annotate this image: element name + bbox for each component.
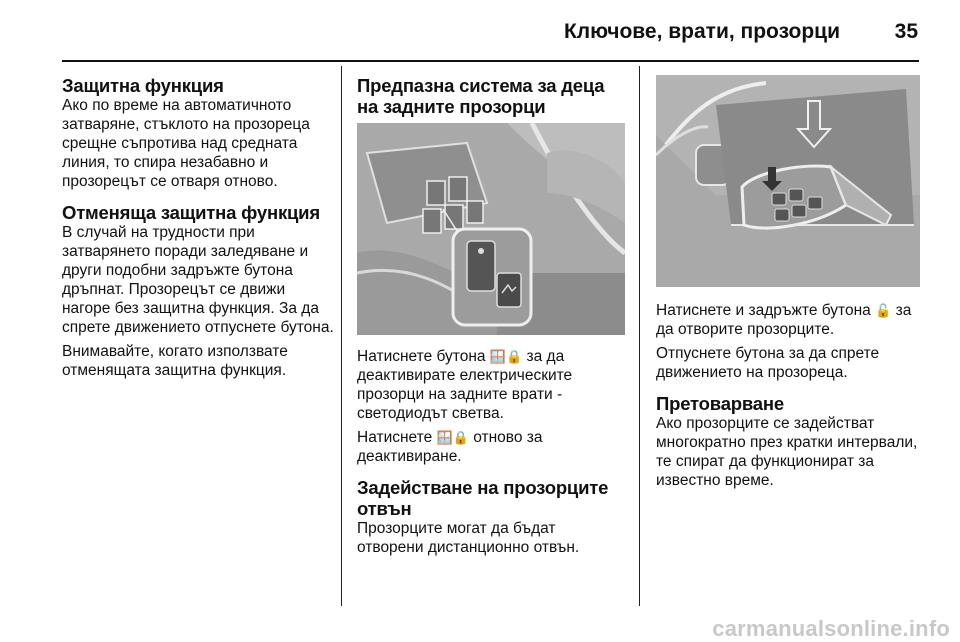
header-rule: [62, 60, 919, 62]
paragraph-hold-button: Натиснете и задръжте бутона 🔓 за да отворите прозорците.: [656, 302, 912, 338]
window-lock-icon: 🪟🔒: [436, 430, 469, 445]
column-2: [357, 75, 625, 557]
remote-key-illustration: [656, 75, 920, 287]
watermark: carmanualsonline.info: [712, 616, 950, 641]
heading-protection-function: Защитна функция: [62, 75, 224, 96]
heading-remote-windows: Задействане на прозорците отвън: [357, 477, 609, 519]
unlock-icon: 🔓: [875, 303, 892, 318]
page-number: 35: [894, 20, 918, 43]
paragraph-press-again: Натиснете 🪟🔒 отново за деактивиране.: [357, 429, 543, 465]
heading-override-protection: Отменяща защитна функция: [62, 202, 320, 223]
page-header-title: Ключове, врати, прозорци: [563, 20, 840, 43]
heading-overload: Претоварване: [656, 393, 784, 414]
window-lock-icon: 🪟🔒: [489, 349, 523, 364]
door-switch-illustration: [357, 123, 625, 335]
heading-child-lock: Предпазна система за деца на задните прозорци: [357, 75, 605, 117]
paragraph-remote: Прозорците могат да бъдат отворени дистанционно отвън.: [357, 520, 580, 556]
paragraph-press-button: Натиснете бутона 🪟🔒 за да деактивирате електрическите прозорци на задните врати - светодиодът светва.: [357, 348, 573, 422]
paragraph-release-button: Отпуснете бутона за да спрете движението на прозореца.: [656, 345, 880, 381]
paragraph-overload: Ако прозорците се задействат многократно през кратки интервали, те спират да функционират за известно време.: [656, 415, 918, 489]
column-1: [62, 75, 334, 380]
column-divider-2: [639, 66, 640, 606]
paragraph-override: В случай на трудности при затварянето поради заледяване и други подобни задръжте бутона дръпнат. Прозорецът се движи нагоре без защитна функция. За да спрете движението отпуснете бутона.: [62, 224, 334, 336]
column-3: [656, 75, 920, 490]
paragraph-caution: Внимавайте, когато използвате отменящата защитна функция.: [62, 343, 288, 379]
figure-remote-key: [656, 75, 920, 287]
column-divider-1: [341, 66, 342, 606]
figure-door-switches: [357, 123, 625, 335]
paragraph-protection: Ако по време на автоматичното затваряне, стъклото на прозореца срещне съпротива над средната линия, то спира незабавно и прозорецът се отваря отново.: [62, 97, 310, 190]
